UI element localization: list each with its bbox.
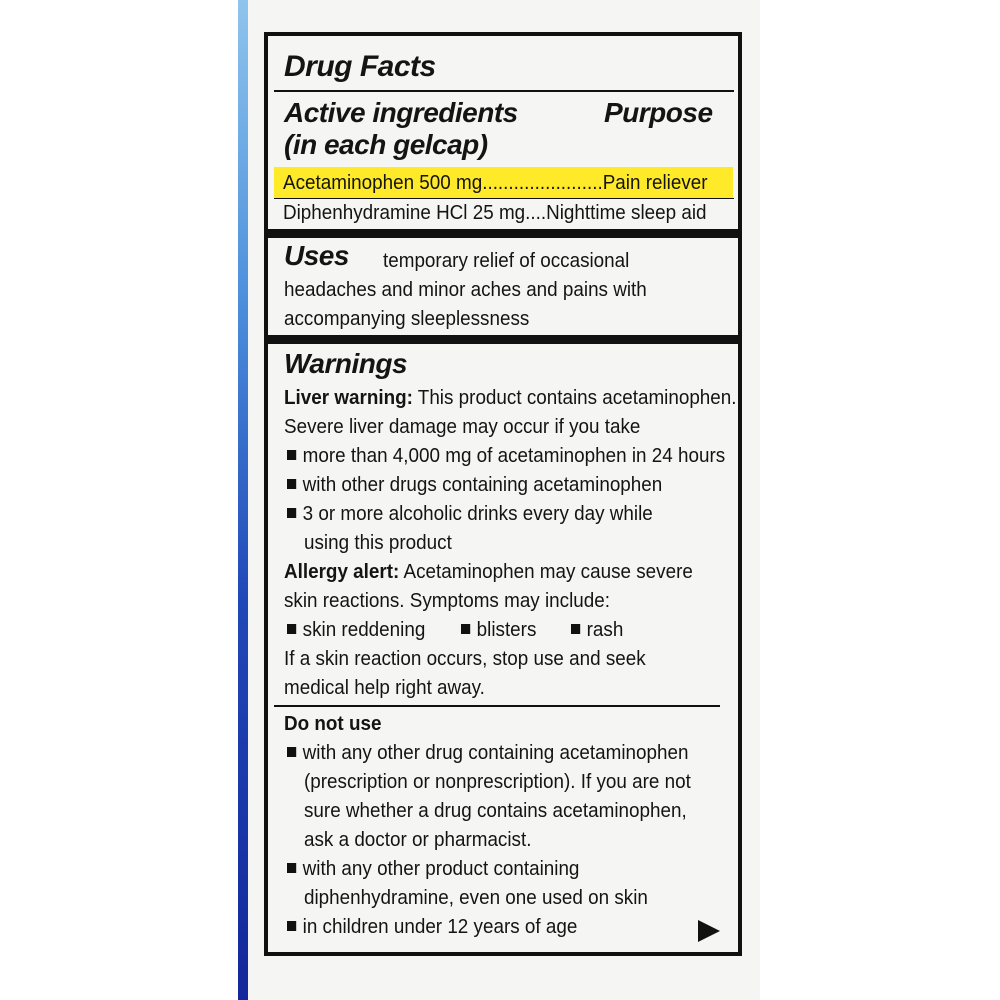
purpose-heading: Purpose	[604, 97, 713, 128]
allergy-alert-text: Acetaminophen may cause severe	[399, 560, 693, 583]
do-not-use-bullet-2: with any other product containing	[287, 854, 579, 883]
do-not-use-bullet-1: with any other drug containing acetaminophen	[287, 738, 688, 767]
title-rule	[274, 90, 734, 92]
allergy-alert-line1	[284, 557, 693, 586]
liver-warning-line2: Severe liver damage may occur if you take	[284, 415, 641, 438]
right-triangle-arrow-icon	[698, 920, 720, 942]
active-ingredients-heading: Active ingredients	[284, 97, 518, 128]
liver-bullet-3-continued: using this product	[304, 531, 452, 554]
liver-bullet-2: with other drugs containing acetaminophen	[287, 470, 662, 499]
liver-bullet-1: more than 4,000 mg of acetaminophen in 24 hours	[287, 441, 725, 470]
package-blue-edge	[238, 0, 248, 1000]
skin-reaction-line2: medical help right away.	[284, 676, 485, 699]
do-not-use-bullet-1-line2: (prescription or nonprescription). If you are not	[304, 770, 691, 793]
drug-facts-title: Drug Facts	[284, 50, 436, 83]
liver-warning-label: Liver warning:	[284, 386, 413, 409]
bullet-square-icon	[461, 624, 470, 634]
do-not-use-bullet-2-line2: diphenhydramine, even one used on skin	[304, 886, 648, 909]
uses-text-line1: temporary relief of occasional	[383, 249, 630, 272]
bullet-square-icon	[571, 624, 580, 634]
warnings-heading: Warnings	[284, 348, 408, 379]
liver-bullet-3: 3 or more alcoholic drinks every day while	[287, 499, 653, 528]
liver-warning-line1	[284, 383, 737, 412]
allergy-alert-label: Allergy alert:	[284, 560, 400, 583]
allergy-alert-line2: skin reactions. Symptoms may include:	[284, 589, 610, 612]
liver-warning-text: This product contains acetaminophen.	[412, 386, 737, 409]
active-ingredients-subheading: (in each gelcap)	[284, 129, 488, 160]
skin-reaction-line1: If a skin reaction occurs, stop use and seek	[284, 647, 646, 670]
bullet-square-icon	[287, 479, 296, 489]
bullet-square-icon	[287, 863, 296, 873]
bullet-square-icon	[287, 921, 296, 931]
do-not-use-bullet-1-line4: ask a doctor or pharmacist.	[304, 828, 532, 851]
bullet-square-icon	[287, 747, 296, 757]
bullet-square-icon	[287, 624, 296, 634]
do-not-use-bullet-1-line3: sure whether a drug contains acetaminophen,	[304, 799, 687, 822]
symptom-skin-reddening: skin reddening	[287, 615, 425, 644]
do-not-use-heading: Do not use	[284, 712, 382, 735]
symptom-rash: rash	[571, 615, 623, 644]
bullet-square-icon	[287, 450, 296, 460]
bullet-square-icon	[287, 508, 296, 518]
do-not-use-rule	[274, 705, 720, 707]
uses-text-line3: accompanying sleeplessness	[284, 307, 530, 330]
uses-heading: Uses	[284, 240, 349, 271]
do-not-use-bullet-3: in children under 12 years of age	[287, 912, 577, 941]
uses-text-line2: headaches and minor aches and pains with	[284, 278, 647, 301]
section-divider-uses	[264, 229, 742, 238]
ingredient-row-diphenhydramine: Diphenhydramine HCl 25 mg....Nighttime sleep aid	[283, 201, 707, 224]
symptom-blisters: blisters	[461, 615, 536, 644]
ingredient-row-acetaminophen: Acetaminophen 500 mg.......................Pain reliever	[283, 171, 708, 194]
section-divider-warnings	[264, 335, 742, 344]
